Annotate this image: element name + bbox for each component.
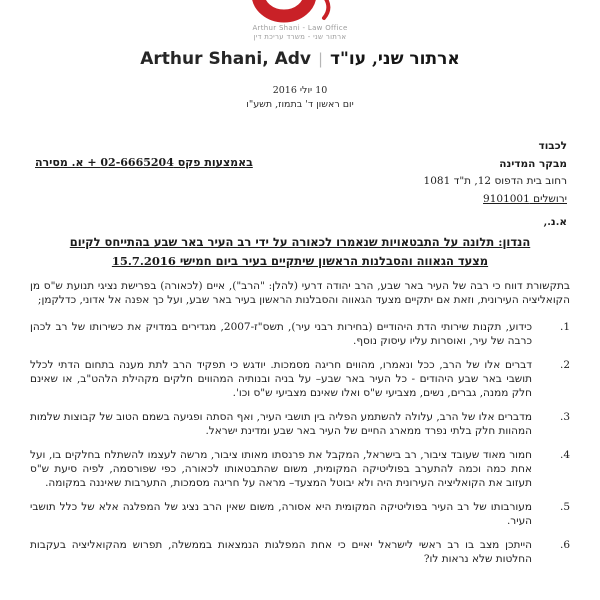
letter-body [30, 233, 570, 576]
delivery-method-line: באמצעות פקס 02-6665204 + א. מסירה [35, 156, 253, 169]
subject-line-1: הנדון: תלונה על התבטאויות שנאמרו לכאורה על ידי רב העיר באר שבע בהתייחס לקיום [69, 235, 531, 249]
firm-title [0, 49, 600, 69]
item-number: 4. [559, 449, 570, 461]
list-item [30, 358, 570, 400]
date-block [0, 84, 600, 112]
item-number: 1. [559, 321, 570, 333]
law-office-logo-icon [240, 0, 360, 24]
subject-line-2: מצעד הגאווה והסבלנות הראשון שיתקיים בעיר ביום חמישי 15.7.2016 [111, 254, 489, 268]
recipient-city: ירושלים 9101001 [483, 192, 567, 205]
item-number: 5. [559, 501, 570, 513]
item-number: 3. [559, 411, 570, 423]
letterhead [0, 0, 600, 42]
list-item [30, 538, 570, 566]
logo-caption-en: Arthur Shani - Law Office [252, 24, 348, 32]
item-text: הייתכן מצב בו רב ראשי לישראל יאיים כי אחת המפלגות הנמצאות בממשלה, תפרוש מהקואליציה בעקבות החלטות שלא נראות לו? [30, 539, 532, 565]
item-text: חמור מאוד שעובד ציבור, רב בישראל, המקבל את פרנסתו מאותו ציבור, מרשה לעצמו להשתלח בחלקים בו, ועל אחת כמה וכמה להתערב בפוליטיקה המקומית, משום שהתבטאותו לכאורה, כפי שפורסמה, לפיה סיעת ש"ס תעזוב את הקואליציה העירונית היה ולא יבוטל המצעד– מראה על חריגה מסמכות, התערבות שאיננה במקומה. [30, 449, 532, 489]
logo-caption-he: ארתור שני - משרד עריכת דין [253, 33, 347, 41]
intro-paragraph: בתקשורת דווח כי רבה של העיר באר שבע, הרב יהודה דרעי (להלן: "הרב"), איים (לכאורה) בפרישת נציגי תנועת ש"ס מן הקואליציה העירונית, וזאת אם יתקיים מצעד הגאווה והסבלנות הראשון בעיר באר שבע, ועל כך אפנה אל אדוני, כדלקמן; [30, 280, 570, 306]
item-text: דברים אלו של הרב, ככל ונאמרו, מהווים חריגה מסמכות. יודגש כי תפקיד הרב לתת מענה בתחום הדתי לכלל תושבי באר שבע היהודים - כל העיר באר שבע– על בניה ובנותיה המהווים חלקים מקהילת הלהט"ב, או שאינם חלק ממנה, גברים, נשים, מצביעי ש"ס ואלו שאינם מצביעי ש"ס וכו'. [30, 359, 532, 399]
item-text: מעורבותו של רב העיר בפוליטיקה המקומית היא אסורה, משום שאין הרב נציג של המפלגה אלא של כלל תושבי העיר. [30, 501, 532, 527]
title-separator: | [317, 50, 324, 68]
firm-title-en: Arthur Shani, Adv [140, 49, 311, 69]
item-number: 2. [559, 359, 570, 371]
item-number: 6. [559, 539, 570, 551]
item-text: כידוע, תקנות שירותי הדת היהודיים (בחירות רבני עיר), תשס"ז-2007, מגדירים במדויק את כשירותו של רב לכהן כרבה של עיר, ואוסרות עליו עיסוק נוסף. [30, 321, 533, 347]
recipient-salutation: לכבוד [538, 140, 567, 152]
date-gregorian: 10 יולי 2016 [272, 85, 328, 96]
recipient-block [424, 138, 567, 232]
list-item [30, 320, 570, 348]
recipient-address: רחוב בית הדפוס 12, ת"ד 1081 [423, 175, 567, 187]
list-item [30, 448, 570, 490]
date-hebrew: יום ראשון ד' בתמוז, תשע"ו [246, 99, 354, 110]
recipient-greeting: א.נ., [543, 216, 567, 228]
numbered-list [30, 320, 570, 566]
subject-line [30, 233, 570, 271]
list-item [30, 500, 570, 528]
recipient-name: מבקר המדינה [499, 157, 567, 170]
firm-title-he: ארתור שני, עו"ד [330, 49, 460, 69]
list-item [30, 410, 570, 438]
item-text: מדברים אלו של הרב, עלולה להשתמע הפליה בין תושבי העיר, ואף הסתה ופגיעה בשמם הטוב של קבוצות שלמות המהוות חלק בלתי נפרד ממארג החיים של העיר באר שבע ומדינת ישראל. [30, 411, 532, 437]
